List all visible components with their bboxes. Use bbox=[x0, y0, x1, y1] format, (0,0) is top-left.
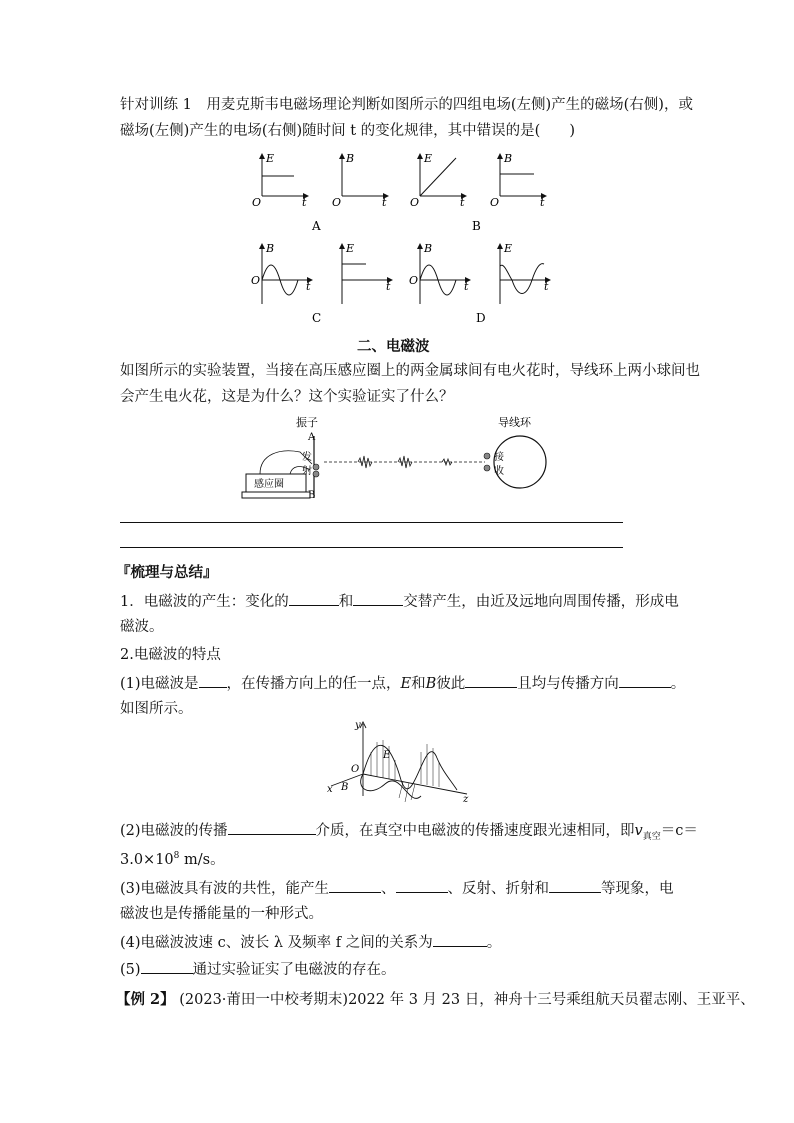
option-a-label: A bbox=[312, 219, 321, 233]
svg-text:y: y bbox=[355, 720, 361, 731]
svg-text:z: z bbox=[463, 794, 469, 804]
exercise-line-2: 磁场(左侧)产生的电场(右侧)随时间 t 的变化规律，其中错误的是( ) bbox=[120, 123, 575, 139]
option-d-label: D bbox=[476, 311, 486, 325]
svg-text:导线环: 导线环 bbox=[498, 416, 531, 429]
svg-text:B: B bbox=[346, 152, 355, 165]
blank-9[interactable] bbox=[549, 878, 601, 893]
summary-p1-cont: 磁波。 bbox=[120, 619, 164, 635]
question-line-2: 会产生电火花，这是为什么？这个实验证实了什么？ bbox=[120, 389, 454, 405]
axis-label: E bbox=[266, 152, 275, 165]
svg-text:t: t bbox=[544, 280, 549, 293]
summary-p6: (4)电磁波波速 c、波长 λ 及频率 f 之间的关系为 。 bbox=[120, 932, 501, 953]
svg-text:t: t bbox=[464, 280, 469, 293]
exercise-line-1: 针对训练 1 用麦克斯韦电磁场理论判断如图所示的四组电场(左侧)产生的磁场(右侧)，或 bbox=[120, 97, 693, 113]
summary-p4-cont: $3.0\times 10^8$ m/s。 bbox=[120, 851, 225, 868]
em-wave-diagram bbox=[325, 718, 475, 804]
summary-p3: (1)电磁波是 ，在传播方向上的任一点，E和B彼此 且均与传播方向 。 bbox=[120, 673, 685, 694]
graph-c-right bbox=[342, 242, 392, 304]
svg-text:O: O bbox=[252, 196, 262, 209]
blank-10[interactable] bbox=[433, 932, 487, 947]
summary-p2: 2.电磁波的特点 bbox=[120, 647, 221, 663]
svg-text:t: t bbox=[540, 196, 545, 209]
summary-heading: 『梳理与总结』 bbox=[116, 564, 218, 581]
answer-line-2[interactable] bbox=[120, 547, 623, 548]
svg-text:B: B bbox=[341, 782, 349, 793]
svg-text:t: t bbox=[302, 196, 307, 209]
apparatus-diagram bbox=[240, 414, 560, 504]
svg-text:B: B bbox=[504, 152, 513, 165]
graph-d-right bbox=[500, 242, 550, 304]
blank-1[interactable] bbox=[289, 591, 339, 606]
summary-p7: (5) 通过实验证实了电磁波的存在。 bbox=[120, 959, 396, 980]
graph-c-left bbox=[251, 242, 312, 304]
section-title: 二、电磁波 bbox=[357, 338, 430, 355]
svg-text:收: 收 bbox=[494, 466, 504, 477]
graph-b-left bbox=[410, 152, 466, 209]
answer-line-1[interactable] bbox=[120, 522, 623, 523]
svg-text:A: A bbox=[308, 432, 316, 443]
svg-text:t: t bbox=[382, 196, 387, 209]
svg-text:O: O bbox=[490, 196, 500, 209]
svg-text:E: E bbox=[383, 750, 391, 761]
svg-text:发: 发 bbox=[302, 452, 312, 463]
svg-text:O: O bbox=[251, 274, 261, 287]
svg-text:O: O bbox=[351, 764, 360, 775]
svg-text:E: E bbox=[504, 242, 513, 255]
graph-a-right bbox=[332, 152, 388, 209]
option-c-label: C bbox=[312, 311, 322, 325]
svg-text:感应圈: 感应圈 bbox=[254, 479, 284, 490]
svg-text:B: B bbox=[266, 242, 275, 255]
svg-text:接: 接 bbox=[494, 452, 504, 463]
blank-4[interactable] bbox=[465, 673, 517, 688]
question-line-1: 如图所示的实验装置，当接在高压感应圈上的两金属球间有电火花时，导线环上两小球间也 bbox=[120, 363, 700, 379]
summary-p3-cont: 如图所示。 bbox=[120, 701, 193, 717]
svg-text:B: B bbox=[308, 490, 316, 501]
svg-text:E: E bbox=[424, 152, 433, 165]
option-b-label: B bbox=[472, 219, 481, 233]
graph-b-right bbox=[490, 152, 546, 209]
svg-text:射: 射 bbox=[302, 466, 312, 477]
svg-text:振子: 振子 bbox=[296, 416, 318, 429]
svg-text:t: t bbox=[460, 196, 465, 209]
summary-p1: 1．电磁波的产生：变化的 和 交替产生，由近及远地向周围传播，形成电 bbox=[120, 591, 679, 612]
summary-p5: (3)电磁波具有波的共性，能产生 、 、反射、折射和 等现象，电 bbox=[120, 878, 674, 899]
blank-3[interactable] bbox=[199, 673, 227, 688]
svg-text:O: O bbox=[409, 274, 419, 287]
svg-text:O: O bbox=[410, 196, 420, 209]
graphs-row-1 bbox=[250, 150, 560, 250]
graph-a-left bbox=[252, 152, 308, 209]
svg-text:t: t bbox=[386, 280, 391, 293]
svg-text:t: t bbox=[306, 280, 311, 293]
blank-6[interactable] bbox=[228, 820, 316, 835]
blank-5[interactable] bbox=[619, 673, 671, 688]
summary-p4: (2)电磁波的传播 介质，在真空中电磁波的传播速度跟光速相同，即$v_{真空}=c=$ bbox=[120, 820, 698, 847]
blank-7[interactable] bbox=[329, 878, 381, 893]
blank-2[interactable] bbox=[353, 591, 403, 606]
example-2: 【例 2】 (2023·莆田一中校考期末)2022 年 3 月 23 日，神舟十三号乘组航天员翟志刚、王亚平、 bbox=[116, 991, 755, 1008]
svg-text:B: B bbox=[424, 242, 433, 255]
graph-d-left bbox=[409, 242, 470, 304]
svg-text:x: x bbox=[327, 784, 333, 795]
blank-8[interactable] bbox=[396, 878, 448, 893]
blank-11[interactable] bbox=[141, 959, 193, 974]
summary-p5-cont: 磁波也是传播能量的一种形式。 bbox=[120, 906, 323, 922]
svg-text:O: O bbox=[332, 196, 342, 209]
graphs-row-2 bbox=[250, 240, 560, 330]
svg-text:E: E bbox=[346, 242, 355, 255]
